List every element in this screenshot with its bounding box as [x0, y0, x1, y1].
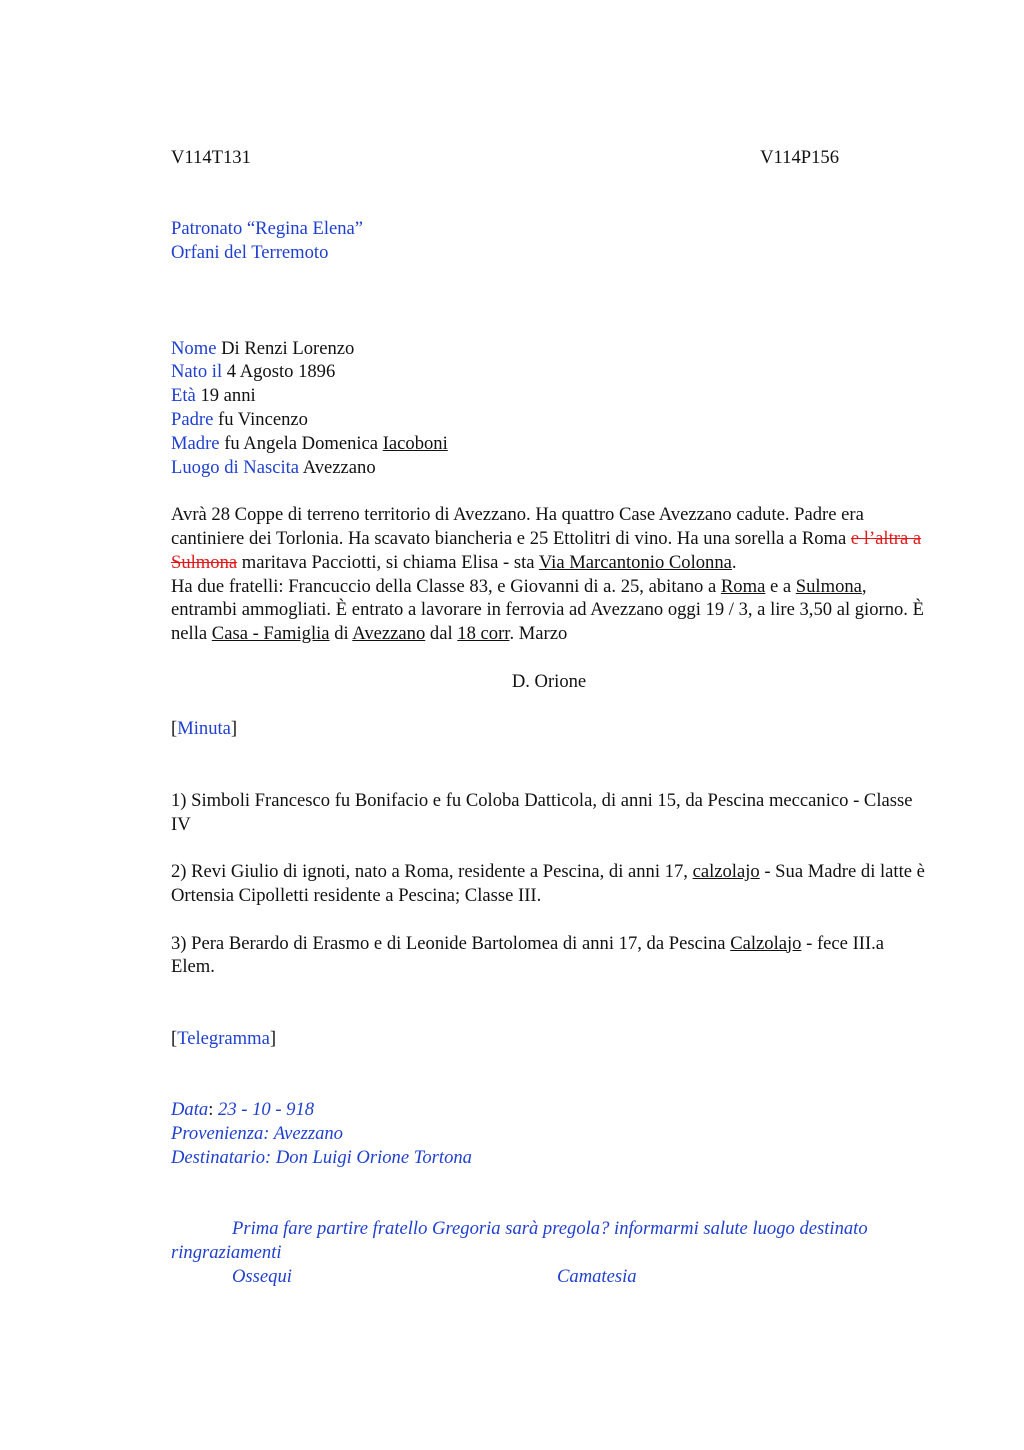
record-luogo — [171, 456, 927, 480]
record-block — [171, 337, 927, 480]
madre-label: Madre — [171, 432, 220, 454]
list-item-2: 2) Revi Giulio di ignoti, nato a Roma, residente a Pescina, di anni 17, calzolajo - Sua Madre di latte è Ortensia Cipolletti residente a Pescina; Classe III. — [171, 861, 925, 906]
record-padre — [171, 408, 927, 432]
telegram-meta — [171, 1098, 927, 1169]
padre-label: Padre — [171, 408, 214, 430]
nome-value: Di Renzi Lorenzo — [221, 337, 355, 359]
madre-value: fu Angela Domenica — [224, 432, 379, 454]
document-page — [171, 146, 927, 1288]
telegramma-heading: [Telegramma] — [171, 1027, 277, 1049]
eta-label: Età — [171, 385, 196, 407]
minuta-label: Minuta — [177, 718, 231, 740]
list-item-3: 3) Pera Berardo di Erasmo e di Leonide Bartolomea di anni 17, da Pescina Calzolajo - fece III.a Elem. — [171, 932, 885, 978]
closing-right: Camatesia — [557, 1265, 637, 1287]
telegram-provenienza: Provenienza: Avezzano — [171, 1122, 343, 1144]
header-row — [171, 146, 839, 170]
closing-left: Ossequi — [232, 1265, 292, 1287]
list-block — [171, 789, 927, 979]
nato-label: Nato il — [171, 361, 223, 383]
minuta-heading: [Minuta] — [171, 718, 238, 740]
telegram-message — [171, 1217, 927, 1288]
body-text — [171, 503, 927, 646]
telegram-destinatario: Destinatario: Don Luigi Orione Tortona — [171, 1146, 472, 1168]
address-underlined: Via Marcantonio Colonna — [538, 551, 732, 573]
body-paragraph-1: Avrà 28 Coppe di terreno territorio di Avezzano. Ha quattro Case Avezzano cadute. Padre era cantiniere dei Torlonia. Ha scavato biancheria e 25 Ettolitri di vino. Ha una sorella a Roma e l’altra a Sulmona maritava Pacciotti, si chiama Elisa - sta Via Marcantonio Colonna. — [171, 504, 922, 573]
nome-label: Nome — [171, 337, 217, 359]
list-item-1: 1) Simboli Francesco fu Bonifacio e fu Coloba Datticola, di anni 15, da Pescina meccanico - Classe IV — [171, 789, 913, 835]
record-nome — [171, 337, 927, 361]
struck-text: e l’altra a Sulmona — [171, 527, 922, 573]
institution-block — [171, 217, 927, 265]
left-code: V114T131 — [171, 147, 251, 168]
telegramma-label: Telegramma — [177, 1027, 270, 1049]
signature: D. Orione — [511, 670, 587, 692]
institution-line1: Patronato “Regina Elena” — [171, 218, 364, 240]
record-madre — [171, 432, 927, 456]
institution-line2: Orfani del Terremoto — [171, 242, 329, 264]
telegram-data: Data: 23 - 10 - 918 — [171, 1099, 315, 1121]
padre-value: fu Vincenzo — [218, 408, 308, 430]
record-eta — [171, 384, 927, 408]
nato-value: 4 Agosto 1896 — [226, 361, 336, 383]
madre-surname: Iacoboni — [382, 432, 448, 454]
eta-value: 19 anni — [200, 385, 256, 407]
luogo-label: Luogo di Nascita — [171, 456, 300, 478]
body-paragraph-2: Ha due fratelli: Francuccio della Classe 83, e Giovanni di a. 25, abitano a Roma e a Sulmona, entrambi ammogliati. È entrato a lavorare in ferrovia ad Avezzano oggi 19 / 3, a lire 3,50 al giorno. È nella Casa - Famiglia di Avezzano dal 18 corr. Marzo — [171, 575, 924, 645]
luogo-value: Avezzano — [302, 456, 376, 478]
record-nato — [171, 360, 927, 384]
telegram-closing — [171, 1265, 927, 1289]
right-code: V114P156 — [760, 147, 839, 168]
telegram-body: Prima fare partire fratello Gregoria sarà pregola? informarmi salute luogo destinato ringraziamenti — [171, 1218, 868, 1263]
